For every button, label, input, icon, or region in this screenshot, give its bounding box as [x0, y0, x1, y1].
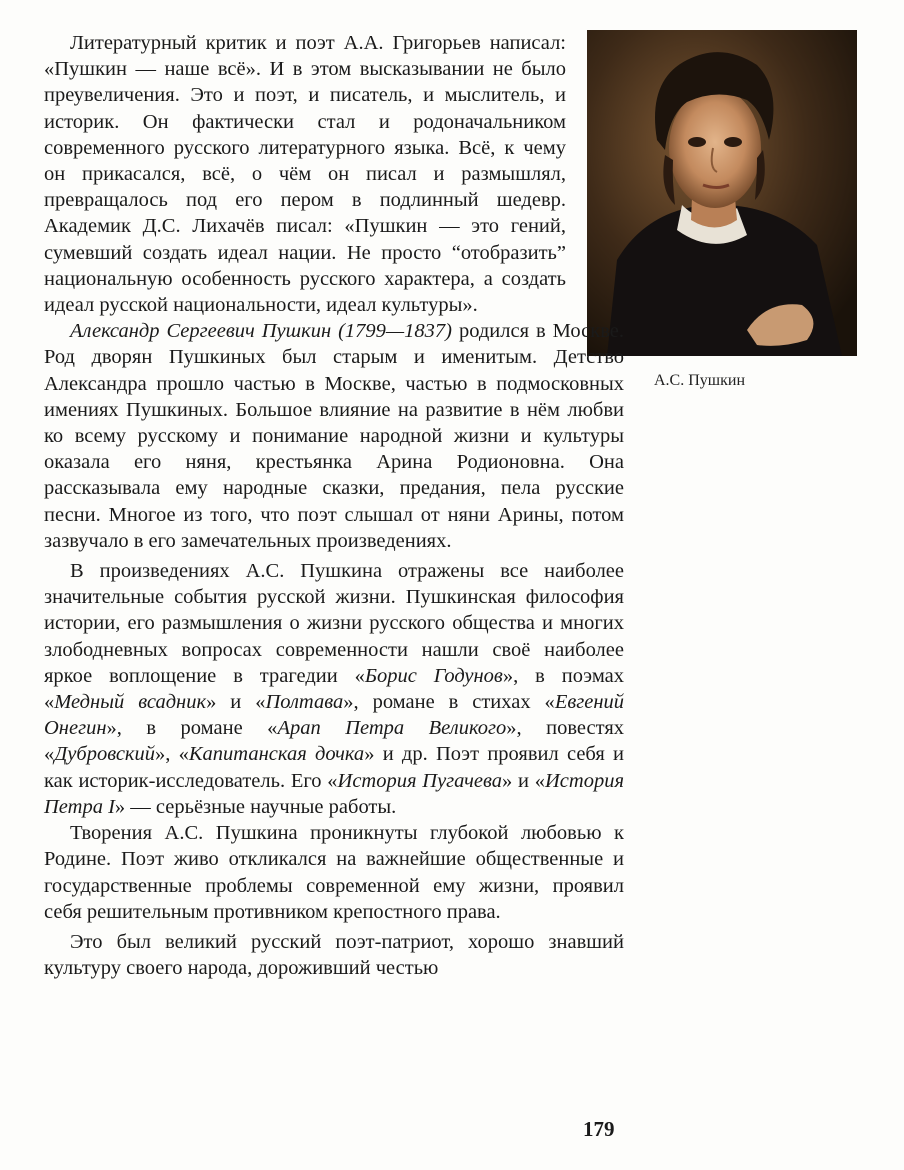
- main-text: [44, 30, 624, 981]
- works-text: » и «: [206, 691, 266, 714]
- work-title: Полтава: [265, 691, 344, 714]
- page-number: 179: [583, 1117, 615, 1141]
- paragraph-works: [44, 558, 624, 820]
- works-text: В произведениях А.С. Пушкина отражены все наиболее значительные события русской жизни. Пушкинская философия истории, его размышления о жизни русского общества и многих злободневных вопросах современности нашли своё наиболее яркое воплощение в трагедии «: [44, 560, 624, 687]
- work-title: Дубровский: [54, 743, 156, 766]
- works-text: », повестях «: [44, 717, 624, 766]
- work-title: История Петра I: [44, 769, 624, 818]
- portrait-painting: [587, 30, 857, 356]
- works-text: », в поэмах «: [44, 664, 625, 714]
- works-text: », в романе «: [106, 717, 278, 740]
- work-title: Медный всадник: [54, 691, 207, 714]
- paragraph-patriot-poet: Это был великий русский поэт-патриот, хорошо знавший культуру своего народа, дороживший честью: [44, 930, 624, 980]
- works-text: » и «: [502, 769, 545, 792]
- work-title: Борис Годунов: [364, 664, 503, 687]
- paragraph-biography: [44, 318, 624, 554]
- portrait-caption: А.С. Пушкин: [654, 372, 745, 389]
- paragraph-intro: Литературный критик и поэт А.А. Григорьев написал: «Пушкин — наше всё». И в этом высказывании не было преувеличения. Это и поэт, и писатель, и мыслитель, и историк. Он фактически стал и родоначальником современного русского литературного языка. Всё, к чему он прикасался, всё, о чём он писал и размышлял, превращалось под его пером в подлинный шедевр. Академик Д.С. Лихачёв писал: «Пушкин — это гений, сумевший создать идеал нации. Не просто “отобразить” национальную особенность русского характера, а создать идеал русской национальности, идеал культуры».: [44, 32, 566, 317]
- biography-text: родился в Москве. Род дворян Пушкиных был старым и именитым. Детство Александра прошло частью в Москве, частью в подмосковных имениях Пушкиных. Большое влияние на развитие в нём любви ко всему русскому и понимание народной жизни и культуры оказала его няня, крестьянка Арина Родионовна. Она рассказывала ему народные сказки, предания, пела русские песни. Многое из того, что поэт слышал от няни Арины, потом зазвучало в его замечательных произведениях.: [44, 320, 624, 552]
- works-text: » и др. Поэт проявил себя и как историк-исследователь. Его «: [44, 743, 625, 792]
- works-text: » — серьёзные научные работы.: [114, 795, 397, 818]
- pushkin-portrait: [587, 30, 857, 356]
- work-title: Евгений Онегин: [44, 691, 624, 740]
- works-text: », «: [155, 743, 189, 766]
- paragraph-patriotism: Творения А.С. Пушкина проникнуты глубокой любовью к Родине. Поэт живо откликался на важнейшие общественные и государственные проблемы современной ему жизни, проявил себя решительным противником крепостного права.: [44, 822, 624, 923]
- work-title: Капитанская дочка: [188, 743, 365, 766]
- work-title: Арап Петра Великого: [277, 717, 507, 740]
- work-title: История Пугачева: [337, 769, 503, 792]
- works-text: », романе в стихах «: [343, 691, 555, 714]
- biography-name-dates: Александр Сергеевич Пушкин (1799—1837): [70, 320, 452, 343]
